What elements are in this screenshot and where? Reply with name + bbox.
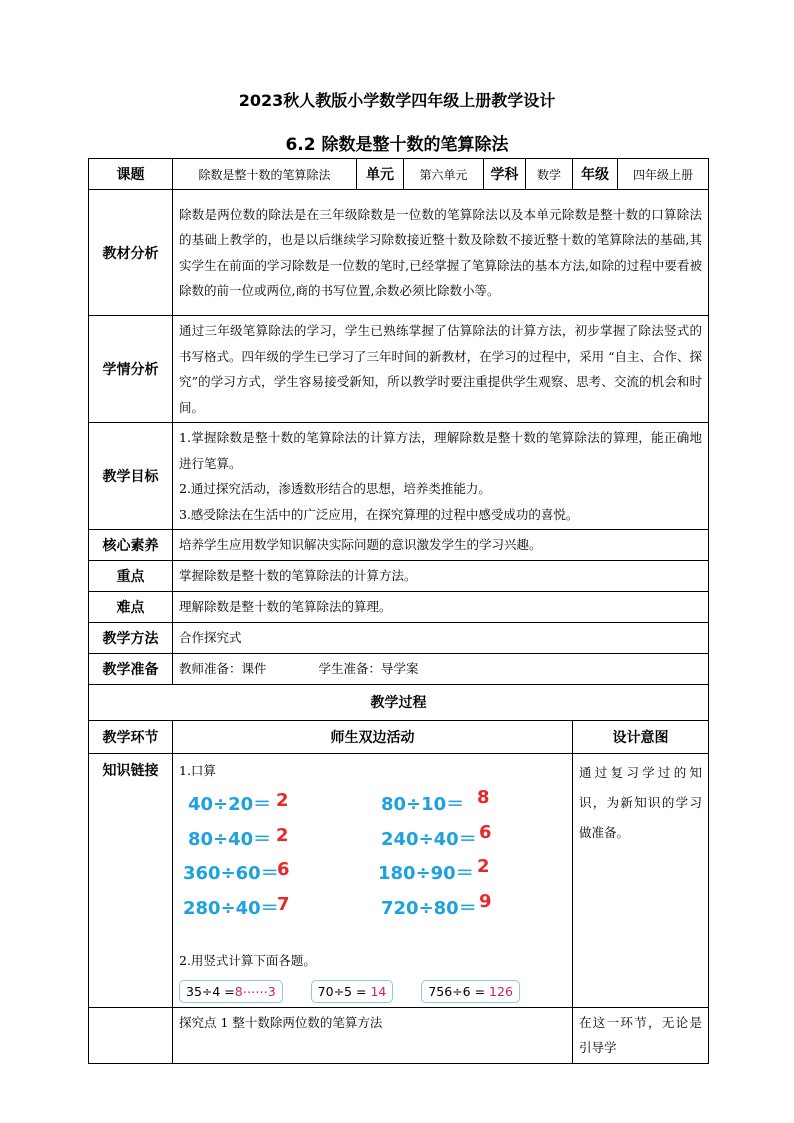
oral-answer-4: 6	[479, 821, 492, 843]
oral-answer-1: 2	[276, 789, 289, 811]
vertical-calc-row	[179, 972, 566, 1003]
prep-student: 学生准备：导学案	[318, 660, 419, 676]
intent-header: 设计意图	[573, 720, 709, 753]
topic-label: 课题	[89, 159, 173, 190]
key-label: 重点	[89, 560, 173, 591]
subject-label: 学科	[484, 159, 526, 190]
oral-expr-6: 180÷90＝	[378, 862, 474, 884]
stage-header: 教学环节	[89, 720, 173, 753]
oral-answer-6: 2	[477, 855, 490, 877]
vertical-calc-label: 2.用竖式计算下面各题。	[179, 952, 316, 968]
goals-text	[173, 423, 709, 530]
activity-header: 师生双边活动	[173, 720, 573, 753]
oral-answer-5: 6	[277, 858, 290, 880]
method-label: 教学方法	[89, 622, 173, 653]
vertical-answer-2: 14	[370, 983, 387, 999]
info-row	[89, 159, 709, 190]
intent-text-1: 通过复习学过的知识，为新知识的学习做准备。	[573, 753, 709, 1007]
oral-expr-3: 80÷40＝	[188, 828, 272, 850]
students-label: 学情分析	[89, 316, 173, 423]
vertical-calc-box-1	[179, 980, 283, 1003]
goal-2: 2.通过探究活动，渗透数形结合的思想，培养类推能力。	[179, 481, 491, 496]
vertical-calc-box-2	[311, 980, 394, 1003]
vertical-answer-1: 8⋯⋯3	[234, 983, 276, 999]
vertical-calc-box-3	[421, 980, 520, 1003]
oral-expr-1: 40÷20＝	[188, 793, 272, 815]
difficulty-text: 理解除数是整十数的笔算除法的算理。	[173, 591, 709, 622]
core-text: 培养学生应用数学知识解决实际问题的意识激发学生的学习兴趣。	[173, 530, 709, 561]
oral-calculation-grid	[179, 785, 566, 950]
key-text: 掌握除数是整十数的笔算除法的计算方法。	[173, 560, 709, 591]
oral-answer-8: 9	[479, 890, 492, 912]
oral-answer-3: 2	[276, 824, 289, 846]
vertical-expr-3: 756÷6 =	[428, 983, 486, 999]
oral-expr-8: 720÷80＝	[381, 897, 477, 919]
prep-text	[173, 653, 709, 684]
prep-label: 教学准备	[89, 653, 173, 684]
oral-expr-5: 360÷60＝	[183, 862, 279, 884]
intent-text-2: 在这一环节，无论是引导学	[573, 1007, 709, 1063]
vertical-expr-2: 70÷5 =	[317, 983, 367, 999]
material-text: 除数是两位数的除法是在三年级除数是一位数的笔算除法以及本单元除数是整十数的口算除法的基础上教学的，也是以后继续学习除数接近整十数及除数不接近整十数的笔算除法的基础,其实学生在前面的学习除数是一位数的笔时,已经掌握了笔算除法的基本方法,如除的过程中要看被除数的前一位或两位,商的书写位置,余数必须比除数小等。	[173, 190, 709, 316]
prep-teacher: 教师准备：课件	[179, 660, 267, 676]
grade-label: 年级	[573, 159, 618, 190]
method-text: 合作探究式	[173, 622, 709, 653]
oral-expr-2: 80÷10＝	[381, 793, 465, 815]
lesson-plan-table	[88, 158, 709, 1064]
vertical-answer-3: 126	[489, 983, 513, 999]
material-label: 教材分析	[89, 190, 173, 316]
unit-value: 第六单元	[404, 159, 484, 190]
goal-1: 1.掌握除数是整十数的笔算除法的计算方法，理解除数是整十数的笔算除法的算理，能正确地进行笔算。	[179, 430, 702, 471]
process-title: 教学过程	[89, 684, 709, 720]
students-text: 通过三年级笔算除法的学习，学生已熟练掌握了估算除法的计算方法，初步掌握了除法竖式的书写格式。四年级的学生已学习了三年时间的新教材，在学习的过程中，采用 “自主、合作、探究”的学习方式，学生容易接受新知，所以教学时要注重提供学生观察、思考、交流的机会和时间。	[173, 316, 709, 423]
unit-label: 单元	[357, 159, 404, 190]
oral-expr-7: 280÷40＝	[183, 897, 279, 919]
document-title: 2023秋人教版小学数学四年级上册教学设计	[238, 91, 556, 110]
explore-point-1: 探究点 1 整十数除两位数的笔算方法	[173, 1007, 573, 1063]
topic-value: 除数是整十数的笔算除法	[173, 159, 357, 190]
knowledge-link-activity	[173, 753, 573, 1007]
goals-label: 教学目标	[89, 423, 173, 530]
oral-answer-7: 7	[277, 893, 290, 915]
oral-expr-4: 240÷40＝	[381, 828, 477, 850]
lesson-title: 6.2 除数是整十数的笔算除法	[285, 135, 509, 155]
vertical-expr-1: 35÷4 =	[186, 983, 235, 999]
oral-answer-2: 8	[477, 786, 490, 808]
stage-knowledge-link: 知识链接	[89, 753, 173, 1007]
grade-value: 四年级上册	[618, 159, 709, 190]
core-label: 核心素养	[89, 530, 173, 561]
subject-value: 数学	[526, 159, 573, 190]
oral-label: 1.口算	[179, 762, 216, 778]
stage-explore-empty	[89, 1007, 173, 1063]
goal-3: 3.感受除法在生活中的广泛应用，在探究算理的过程中感受成功的喜悦。	[179, 506, 579, 522]
difficulty-label: 难点	[89, 591, 173, 622]
